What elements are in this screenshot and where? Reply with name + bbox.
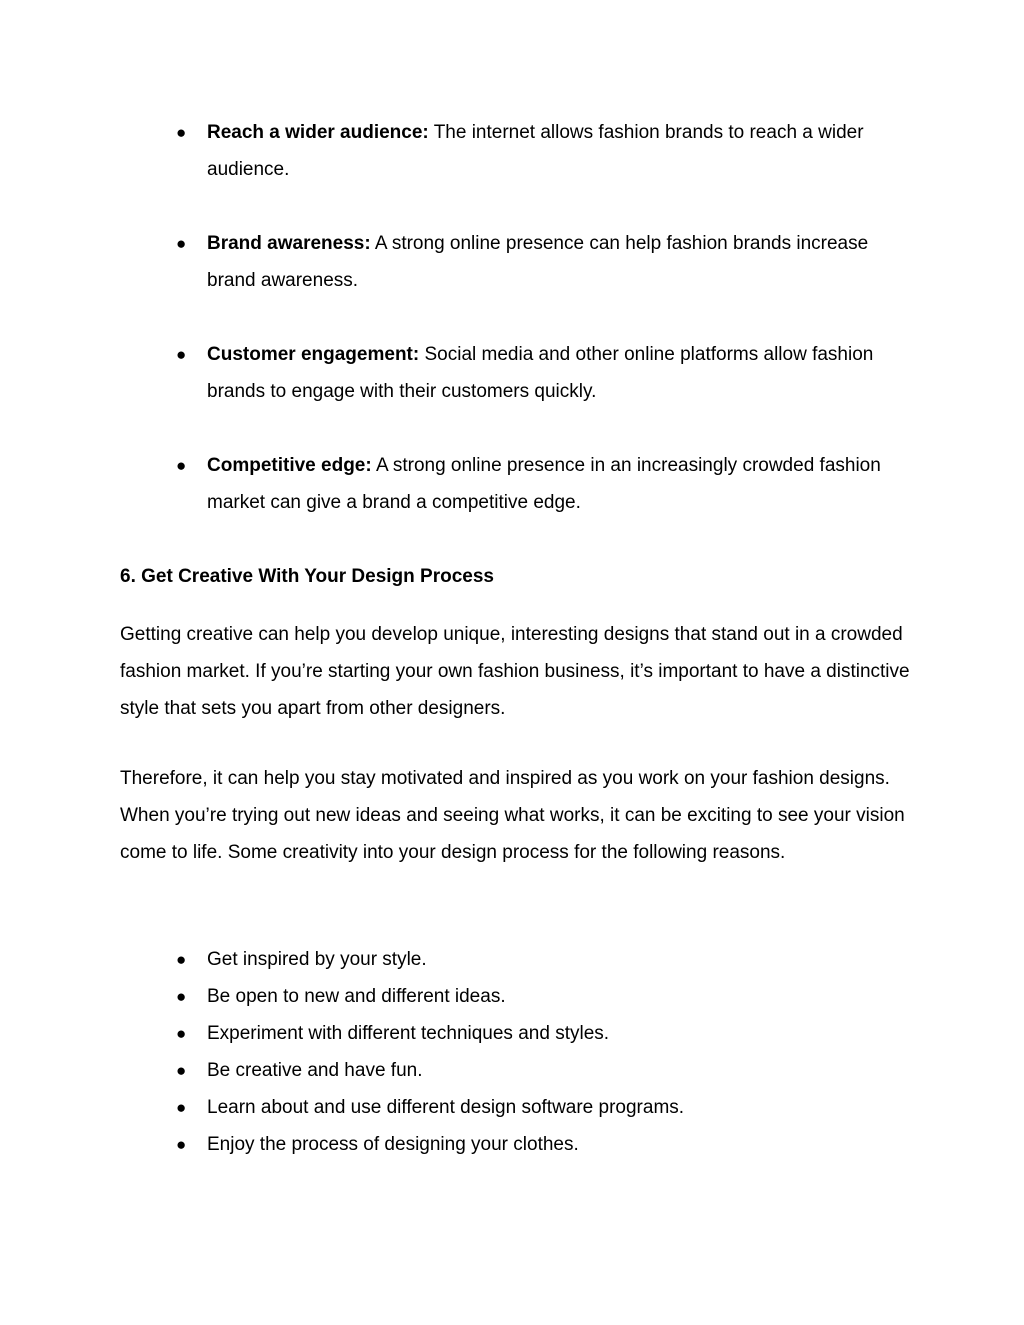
bullet-icon: ● xyxy=(176,234,187,253)
list-item-term: Customer engagement: xyxy=(207,344,420,365)
list-item-text: Get inspired by your style. xyxy=(207,949,427,970)
list-item-text: Social media and other online platforms allow fashion brands to engage with their customers quickly. xyxy=(207,344,874,402)
list-item xyxy=(176,1126,916,1163)
bullet-icon: ● xyxy=(176,1098,187,1117)
list-item xyxy=(176,1015,916,1052)
list-item xyxy=(176,978,916,1015)
list-item xyxy=(176,225,916,299)
list-item xyxy=(176,447,916,521)
list-item-text: Learn about and use different design software programs. xyxy=(207,1097,685,1118)
list-item xyxy=(176,941,916,978)
bullet-icon: ● xyxy=(176,456,187,475)
list-item-text: Experiment with different techniques and styles. xyxy=(207,1023,610,1044)
list-item xyxy=(176,1052,916,1089)
list-item xyxy=(176,336,916,410)
tips-list xyxy=(176,941,916,1163)
bullet-icon: ● xyxy=(176,1135,187,1154)
bullet-icon: ● xyxy=(176,987,187,1006)
list-item-text: A strong online presence can help fashion brands increase brand awareness. xyxy=(207,233,869,291)
list-item-text: Enjoy the process of designing your clothes. xyxy=(207,1134,579,1155)
bullet-icon: ● xyxy=(176,123,187,142)
list-item-term: Brand awareness: xyxy=(207,233,371,254)
paragraph: Getting creative can help you develop unique, interesting designs that stand out in a crowded fashion market. If you’re starting your own fashion business, it’s important to have a distinctive style that sets you apart from other designers. xyxy=(120,624,910,719)
list-item xyxy=(176,1089,916,1126)
paragraph: Therefore, it can help you stay motivated and inspired as you work on your fashion designs. When you’re trying out new ideas and seeing what works, it can be exciting to see your vision come to life. Some creativity into your design process for the following reasons. xyxy=(120,768,905,863)
bullet-icon: ● xyxy=(176,1024,187,1043)
section-heading: 6. Get Creative With Your Design Process xyxy=(120,566,494,587)
list-item-text: Be creative and have fun. xyxy=(207,1060,423,1081)
bullet-icon: ● xyxy=(176,1061,187,1080)
list-item-text: A strong online presence in an increasingly crowded fashion market can give a brand a competitive edge. xyxy=(207,455,881,513)
list-item-text: Be open to new and different ideas. xyxy=(207,986,506,1007)
list-item xyxy=(176,114,916,188)
bullet-icon: ● xyxy=(176,345,187,364)
list-item-text: The internet allows fashion brands to reach a wider audience. xyxy=(207,122,864,180)
bullet-icon: ● xyxy=(176,950,187,969)
list-item-term: Competitive edge: xyxy=(207,455,372,476)
benefits-list xyxy=(176,114,916,521)
list-item-term: Reach a wider audience: xyxy=(207,122,429,143)
